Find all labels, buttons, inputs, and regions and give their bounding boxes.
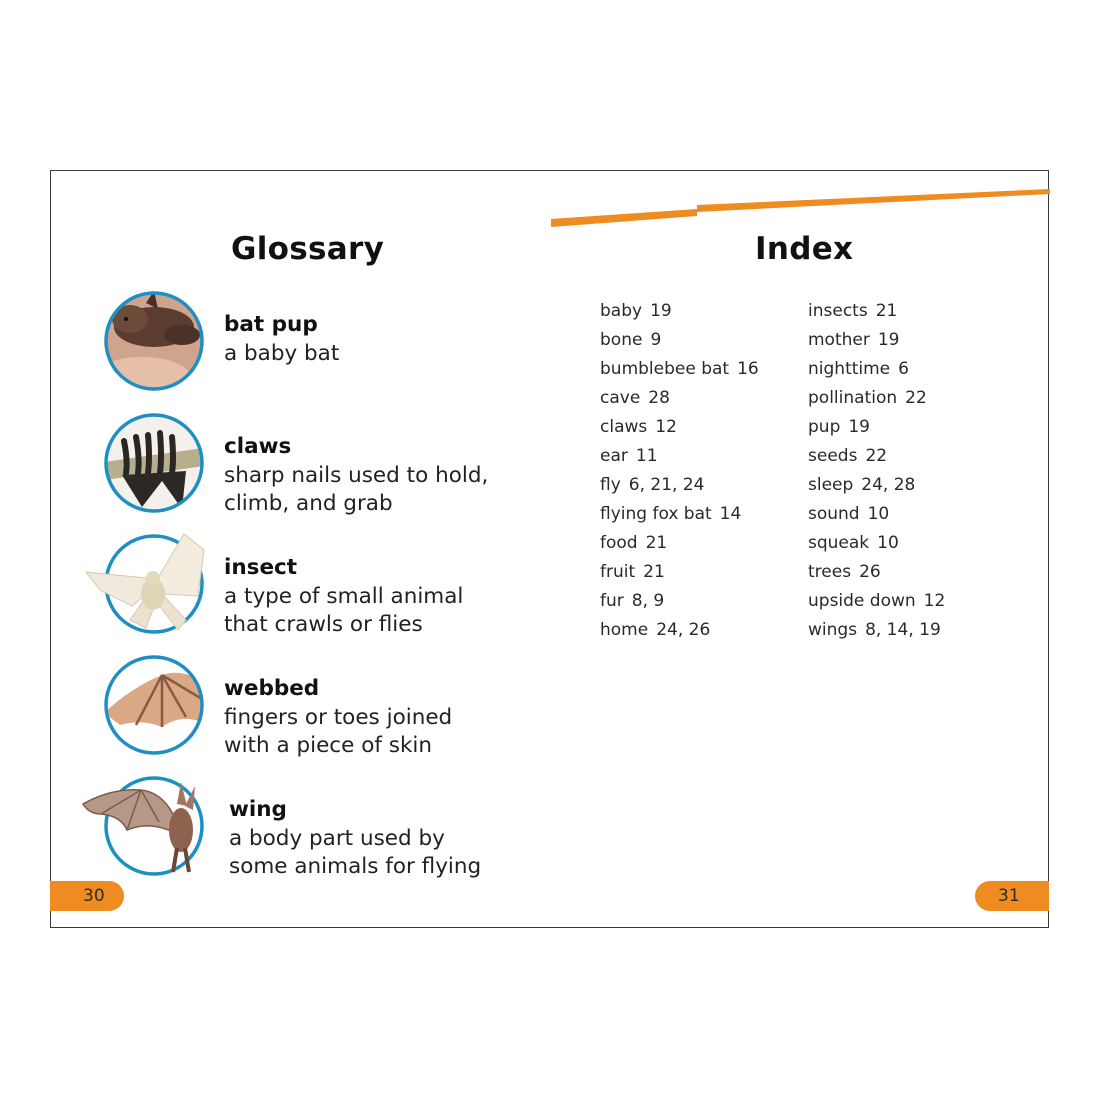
bat-pup-photo — [102, 289, 206, 393]
index-column-left — [600, 297, 759, 645]
index-pages: 6, 21, 24 — [628, 475, 705, 495]
glossary-definition: a body part used by some animals for flying — [229, 825, 482, 879]
index-pages: 10 — [867, 504, 890, 524]
page-number-left: 30 — [50, 881, 124, 911]
glossary-definition: a baby bat — [224, 340, 340, 366]
index-pages: 12 — [655, 417, 677, 437]
index-entry — [808, 616, 945, 645]
index-term: flying fox bat — [600, 504, 712, 524]
glossary-entry-webbed — [51, 653, 521, 763]
glossary-term: wing — [229, 797, 287, 822]
index-title: Index — [755, 231, 854, 267]
glossary-term: webbed — [224, 676, 320, 701]
index-pages: 9 — [650, 330, 662, 350]
index-entry — [600, 384, 759, 413]
index-entry — [600, 558, 759, 587]
index-entry — [808, 500, 945, 529]
glossary-term: claws — [224, 434, 292, 459]
index-term: bumblebee bat — [600, 359, 730, 379]
index-column-right — [808, 297, 945, 645]
index-entry — [808, 587, 945, 616]
index-term: claws — [600, 417, 648, 437]
webbed-wing-photo — [102, 653, 206, 757]
index-pages: 19 — [877, 330, 900, 350]
glossary-term: insect — [224, 555, 298, 580]
index-pages: 21 — [643, 562, 665, 582]
index-pages: 21 — [875, 301, 898, 321]
index-term: squeak — [808, 533, 870, 553]
glossary-entry-bat-pup — [51, 289, 521, 399]
index-pages: 21 — [645, 533, 668, 553]
orange-accent-stripe — [51, 171, 1050, 231]
index-pages: 16 — [737, 359, 759, 379]
index-term: trees — [808, 562, 852, 582]
index-term: cave — [600, 388, 641, 408]
index-entry — [600, 587, 759, 616]
index-term: ear — [600, 446, 628, 466]
index-term: fruit — [600, 562, 636, 582]
glossary-definition: fingers or toes joined with a piece of skin — [224, 704, 453, 758]
index-term: insects — [808, 301, 868, 321]
index-entry — [808, 442, 945, 471]
index-entry — [808, 355, 945, 384]
index-entry — [808, 384, 945, 413]
index-pages: 26 — [859, 562, 881, 582]
book-spread — [50, 170, 1049, 928]
glossary-entry-claws — [51, 411, 521, 521]
index-entry — [600, 413, 759, 442]
index-entry — [808, 413, 945, 442]
glossary-entry-wing — [51, 774, 521, 884]
index-pages: 8, 9 — [631, 591, 665, 611]
index-term: fur — [600, 591, 624, 611]
index-entry — [600, 471, 759, 500]
index-term: food — [600, 533, 638, 553]
index-entry — [808, 297, 945, 326]
index-entry — [808, 326, 945, 355]
index-term: mother — [808, 330, 870, 350]
moth-photo — [84, 532, 209, 636]
index-pages: 22 — [865, 446, 888, 466]
index-term: sleep — [808, 475, 854, 495]
index-entry — [600, 326, 759, 355]
index-term: seeds — [808, 446, 858, 466]
index-pages: 10 — [877, 533, 899, 553]
index-entry — [808, 558, 945, 587]
index-pages: 11 — [635, 446, 658, 466]
index-pages: 12 — [923, 591, 946, 611]
index-pages: 6 — [898, 359, 909, 379]
glossary-definition: a type of small animal that crawls or flies — [224, 583, 464, 637]
index-entry — [600, 616, 759, 645]
index-entry — [600, 355, 759, 384]
flying-bat-photo — [81, 774, 209, 878]
index-term: home — [600, 620, 649, 640]
glossary-definition: sharp nails used to hold, climb, and grab — [224, 462, 489, 516]
index-term: fly — [600, 475, 621, 495]
glossary-term: bat pup — [224, 312, 318, 337]
index-pages: 24, 28 — [861, 475, 916, 495]
glossary-entry-insect — [51, 532, 521, 642]
index-entry — [600, 442, 759, 471]
index-pages: 24, 26 — [656, 620, 711, 640]
index-term: sound — [808, 504, 860, 524]
index-term: baby — [600, 301, 643, 321]
index-entry — [600, 297, 759, 326]
index-pages: 19 — [848, 417, 870, 437]
index-entry — [808, 529, 945, 558]
index-term: wings — [808, 620, 858, 640]
index-term: bone — [600, 330, 643, 350]
index-pages: 19 — [650, 301, 672, 321]
index-entry — [600, 529, 759, 558]
index-entry — [808, 471, 945, 500]
index-pages: 28 — [648, 388, 670, 408]
index-term: pup — [808, 417, 841, 437]
claws-photo — [102, 411, 206, 515]
page-number-right: 31 — [975, 881, 1049, 911]
index-term: upside down — [808, 591, 916, 611]
glossary-title: Glossary — [231, 231, 385, 267]
index-pages: 8, 14, 19 — [865, 620, 941, 640]
index-entry — [600, 500, 759, 529]
index-pages: 22 — [905, 388, 927, 408]
index-term: pollination — [808, 388, 898, 408]
index-pages: 14 — [719, 504, 742, 524]
index-term: nighttime — [808, 359, 891, 379]
